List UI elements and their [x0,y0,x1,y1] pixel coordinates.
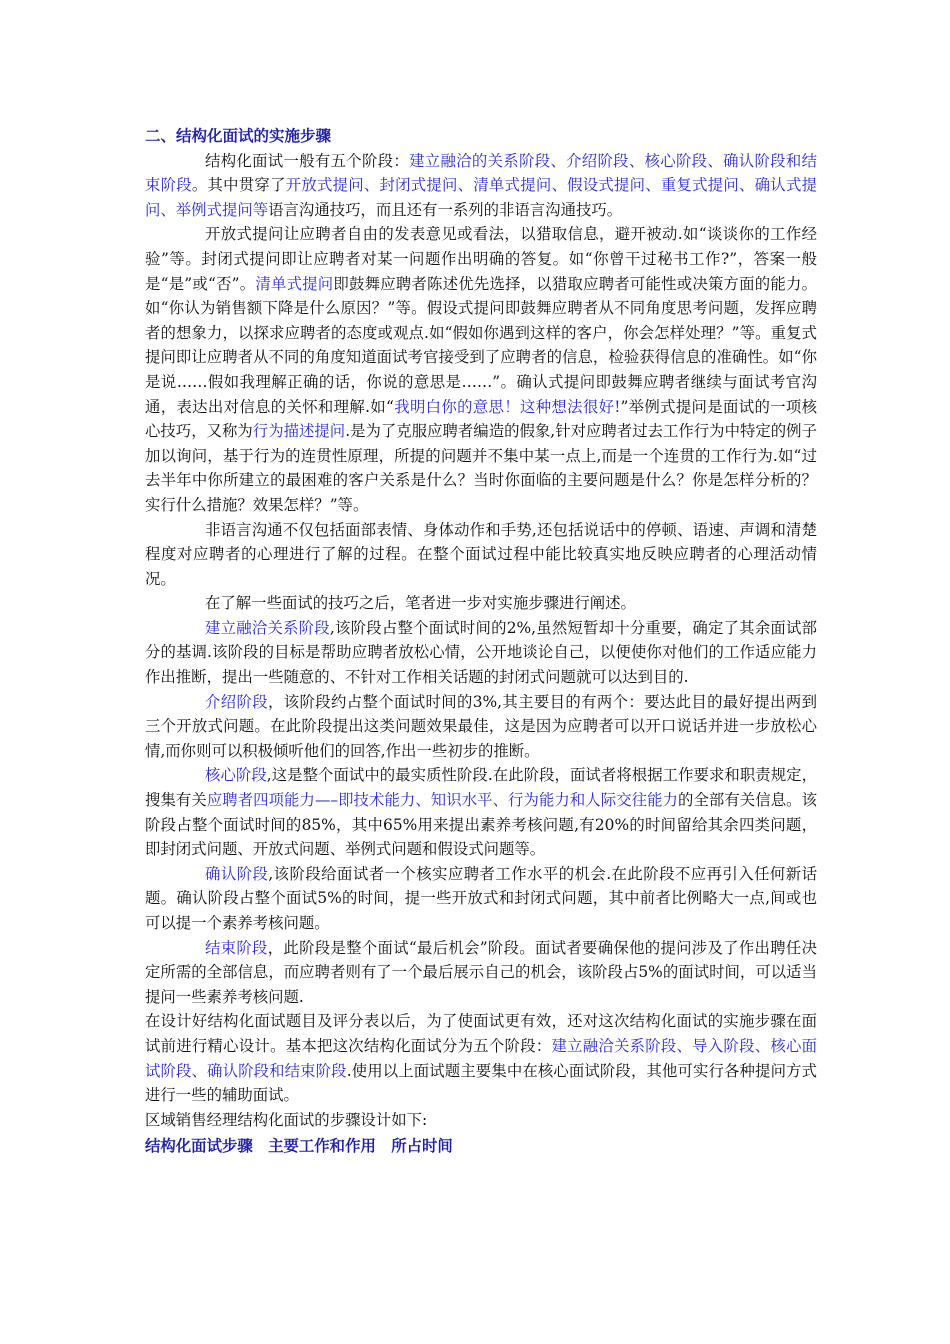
table-header-step: 结构化面试步骤 [145,1137,253,1156]
paragraph [145,763,817,861]
highlighted-text: 应聘者四项能力—–即技术能力、知识水平、行为能力和人际交往能力 [206,791,678,810]
paragraph-text: ”举例式提问是面试的一项核心技巧，又称为 [145,397,817,441]
paragraph-text: 语言沟通技巧，而且还有一系列的非语言沟通技巧。 [268,200,623,219]
highlighted-text: 我明白你的意思！这种想法很好! [393,397,621,416]
highlighted-text: 建立融洽关系阶段、导入阶段、核心面试阶段、确认阶段和结束阶段 [145,1036,817,1080]
paragraph-text: 在设计好结构化面试题目及评分表以后，为了使面试更有效，还对这次结构化面试的实施步骤在面试前进行精心设计。基本把这次结构化面试分为五个阶段： [145,1012,817,1055]
paragraph-text: 在了解一些面试的技巧之后，笔者进一步对实施步骤进行阐述。 [205,594,636,613]
paragraph-text: ,该阶段给面试者一个核实应聘者工作水平的机会.在此阶段不应再引入任何新话题。确认阶段占整个面试5%的时间，提一些开放式和封闭式问题，其中前者比例略大一点,间或也可以提一个素养考核问题。 [145,864,817,932]
table-header-row [145,1134,817,1159]
paragraph-text: 结构化面试一般有五个阶段： [205,151,410,170]
paragraph [145,1108,817,1133]
highlighted-text: 行为描述提问 [252,422,346,441]
paragraph [145,862,817,936]
paragraph [145,1009,817,1107]
highlighted-text: 介绍阶段 [205,692,268,711]
highlighted-text: 清单式提问 [255,274,334,293]
paragraph [145,936,817,1010]
paragraph-text: 的全部有关信息。该阶段占整个面试时间的85%，其中65%用来提出素养考核问题,有20%的时间留给其余四类问题，即封闭式问题、开放式问题、举例式问题和假设式问题等。 [145,791,817,859]
paragraph [145,616,817,690]
highlighted-text: 结束阶段 [205,938,268,957]
table-header-work: 主要工作和作用 [268,1137,376,1156]
paragraph-text: 即鼓舞应聘者陈述优先选择，以猎取应聘者可能性或决策方面的能力。如“你认为销售额下降是什么原因？”等。假设式提问即鼓舞应聘者从不同角度思考问题，发挥应聘者的想象力，以探求应聘者的态度或观点.如“假如你遇到这样的客户，你会怎样处理？”等。重复式提问即让应聘者从不同的角度知道面试考官接受到了应聘者的信息，检验获得信息的准确性。如“你是说……假如我理解正确的话，你说的意思是……”。确认式提问即鼓舞应聘者继续与面试考官沟通，表达出对信息的关怀和理解.如“ [145,274,817,416]
paragraph [145,222,817,517]
paragraph [145,149,817,223]
paragraph [145,591,817,616]
paragraph [145,690,817,764]
highlighted-text: 建立融洽的关系阶段、介绍阶段、核心阶段、确认阶段和结束阶段 [145,151,817,195]
paragraph-text: 区域销售经理结构化面试的步骤设计如下: [145,1110,428,1129]
highlighted-text: 建立融洽关系阶段 [205,618,330,637]
paragraph [145,518,817,592]
paragraph-text: ,这是整个面试中的最实质性阶段.在此阶段，面试者将根据工作要求和职责规定，搜集有关 [145,766,817,810]
highlighted-text: 开放式提问、封闭式提问、清单式提问、假设式提问、重复式提问、确认式提问、举例式提问等 [145,176,817,219]
paragraph-text: ,该阶段占整个面试时间的2%,虽然短暂却十分重要，确定了其余面试部分的基调.该阶段的目标是帮助应聘者放松心情，公开地谈论自己，以便使你对他们的工作适应能力作出推断，提出一些随意的、不针对工作相关话题的封闭式问题就可以达到目的. [145,618,817,687]
paragraph-text: ，该阶段约占整个面试时间的3%,其主要目的有两个：要达此目的最好提出两到三个开放式问题。在此阶段提出这类问题效果最佳，这是因为应聘者可以开口说话并进一步放松心情,而你则可以积极倾听他们的回答,作出一些初步的推断。 [145,692,817,760]
paragraph-text: 。其中贯穿了 [191,176,286,195]
paragraph-text: ，此阶段是整个面试“最后机会”阶段。面试者要确保他的提问涉及了作出聘任决定所需的全部信息，而应聘者则有了一个最后展示自己的机会，该阶段占5%的面试时间，可以适当提问一些素养考核问题. [145,938,817,1006]
highlighted-text: 核心阶段 [205,766,267,785]
section-title: 二、结构化面试的实施步骤 [145,127,332,145]
table-header-time: 所占时间 [391,1137,453,1156]
paragraph-text: 开放式提问让应聘者自由的发表意见或看法，以猎取信息，避开被动.如“谈谈你的工作经验”等。封闭式提问即让应聘者对某一问题作出明确的答复。如“你曾干过秘书工作?”，答案一般是“是”或“否”。 [145,225,817,293]
document-page [145,124,817,1159]
paragraph-text: .是为了克服应聘者编造的假象,针对应聘者过去工作行为中特定的例子加以询问，基于行为的连贯性原理，所提的问题并不集中某一点上,而是一个连贯的工作行为.如“过去半年中你所建立的最困难的客户关系是什么？当时你面临的主要问题是什么？你是怎样分析的？实行什么措施？效果怎样？”等。 [145,422,817,514]
paragraph-text: .使用以上面试题主要集中在核心面试阶段，其他可实行各种提问方式进行一些的辅助面试。 [145,1061,817,1105]
highlighted-text: 确认阶段 [205,864,269,883]
paragraph-text: 非语言沟通不仅包括面部表情、身体动作和手势,还包括说话中的停顿、语速、声调和清楚程度对应聘者的心理进行了解的过程。在整个面试过程中能比较真实地反映应聘者的心理活动情况。 [145,520,817,588]
body-text [145,149,817,1133]
